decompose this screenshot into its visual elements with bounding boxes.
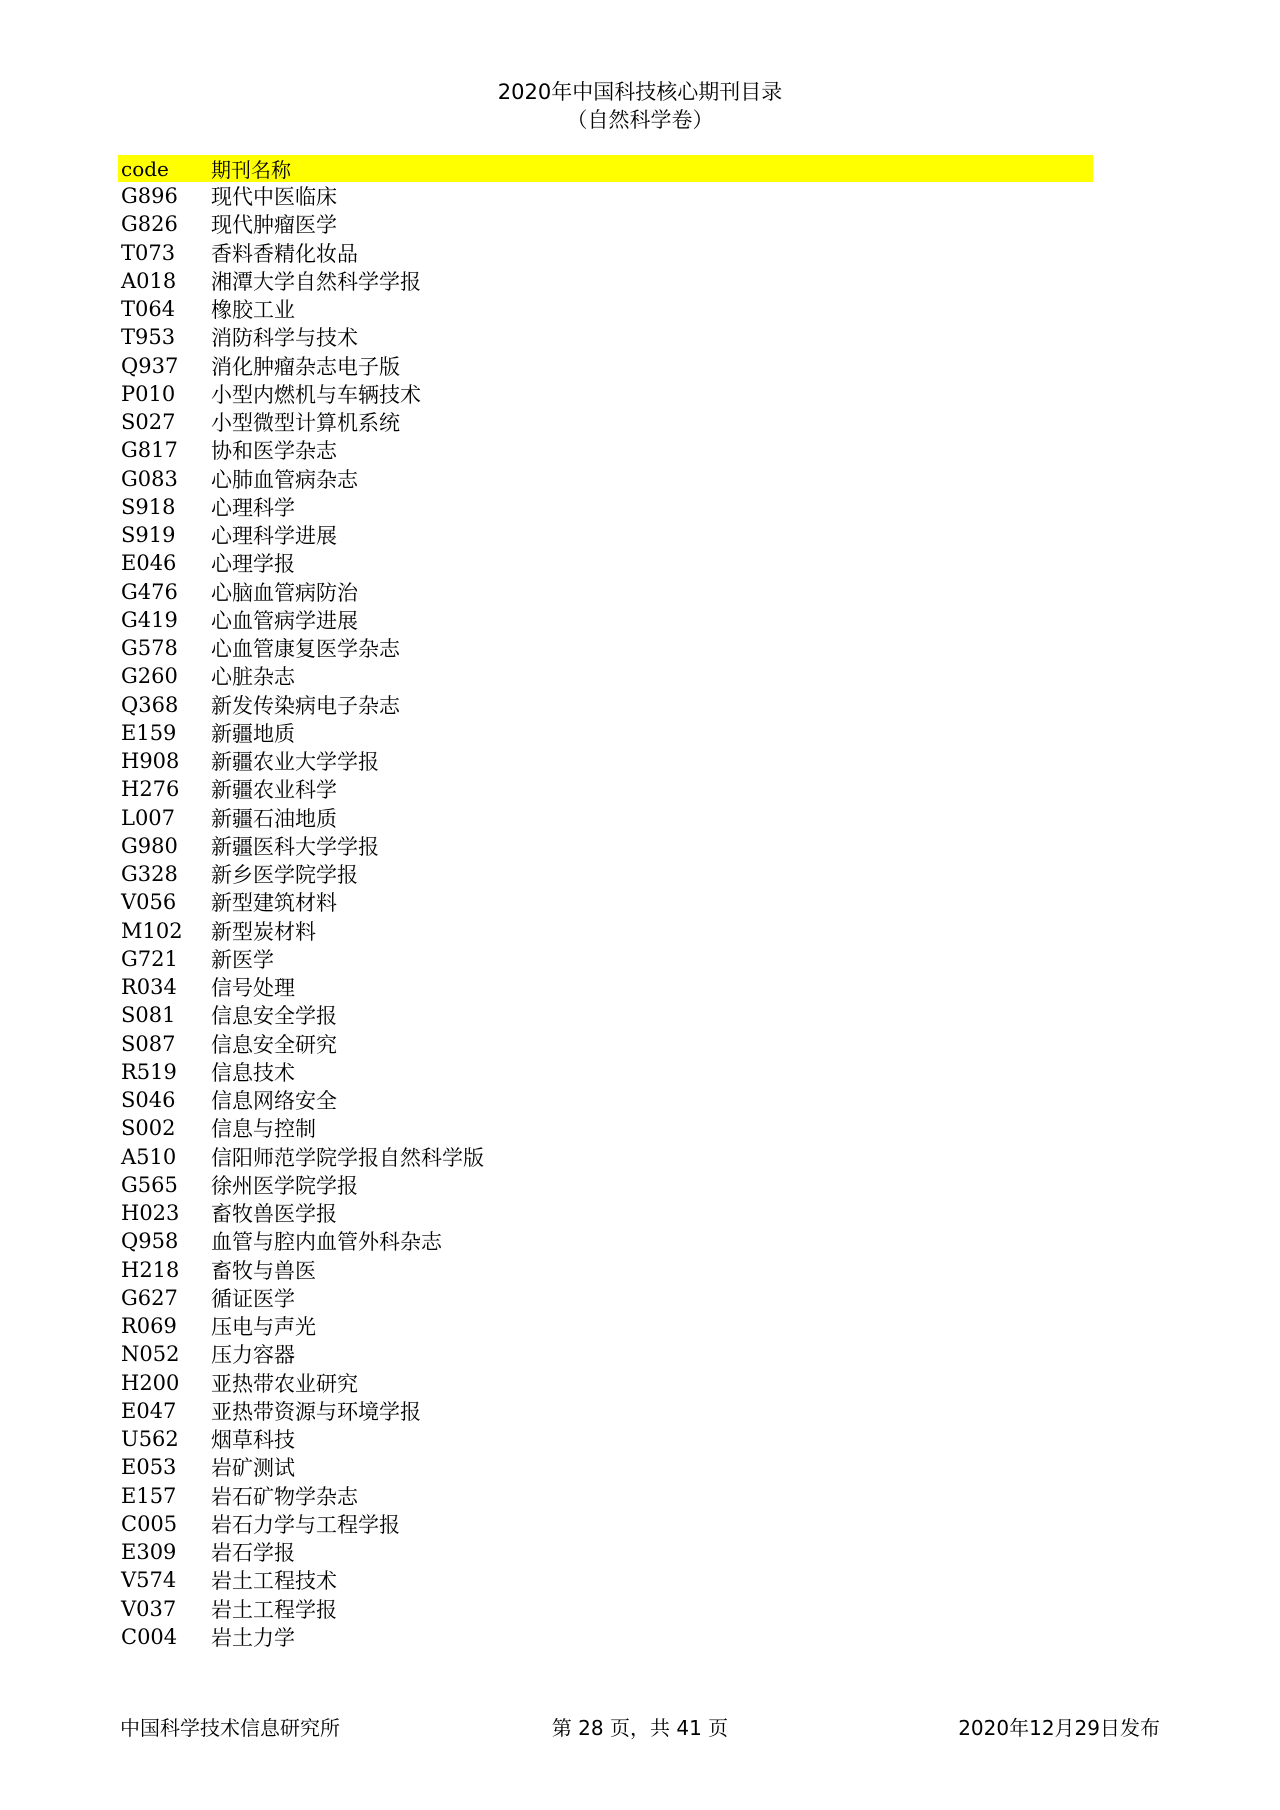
journal-code: Q958 (121, 1229, 179, 1254)
journal-code: G578 (121, 636, 178, 661)
page-title: 2020年中国科技核心期刊目录 (497, 80, 783, 104)
journal-name: 新乡医学院学报 (211, 863, 358, 888)
table-row (118, 1030, 1093, 1058)
journal-name: 徐州医学院学报 (211, 1173, 358, 1198)
journal-name: 心理科学进展 (211, 524, 337, 549)
journal-name: 信息安全研究 (211, 1032, 337, 1057)
table-row (118, 832, 1093, 860)
table-row (118, 1369, 1093, 1397)
journal-code: P010 (121, 381, 176, 406)
journal-code: A018 (121, 268, 177, 293)
journal-name: 消化肿瘤杂志电子版 (211, 354, 400, 379)
table-row (118, 465, 1093, 493)
journal-name: 橡胶工业 (211, 298, 295, 323)
table-row (118, 1171, 1093, 1199)
journal-name: 信息网络安全 (211, 1089, 337, 1114)
table-row (118, 295, 1093, 323)
journal-name: 新型建筑材料 (211, 891, 337, 916)
journal-name: 信息安全学报 (211, 1004, 337, 1029)
table-row (118, 1510, 1093, 1538)
journal-code: S046 (121, 1088, 176, 1113)
table-row (118, 662, 1093, 690)
table-row (118, 1114, 1093, 1142)
table-row (118, 1425, 1093, 1453)
journal-name: 亚热带资源与环境学报 (211, 1399, 421, 1424)
table-row (118, 210, 1093, 238)
journal-name: 小型微型计算机系统 (211, 411, 400, 436)
journal-name: 压力容器 (211, 1343, 295, 1368)
journal-code: E309 (121, 1540, 177, 1565)
table-row (118, 323, 1093, 351)
table-row (118, 1453, 1093, 1481)
journal-name: 压电与声光 (211, 1315, 316, 1340)
journal-code: G817 (121, 438, 178, 463)
page-footer (0, 1713, 1280, 1743)
journal-code: G565 (121, 1172, 178, 1197)
table-row (118, 747, 1093, 775)
journal-code: S919 (121, 523, 176, 548)
journal-code: G826 (121, 212, 178, 237)
journal-name: 心脑血管病防治 (211, 580, 358, 605)
journal-code: S087 (121, 1031, 176, 1056)
journal-name: 烟草科技 (211, 1428, 295, 1453)
table-row (118, 1340, 1093, 1368)
journal-code: V037 (121, 1596, 177, 1621)
journal-name: 循证医学 (211, 1286, 295, 1311)
journal-code: L007 (121, 805, 176, 830)
journal-code: E053 (121, 1455, 177, 1480)
table-row (118, 1199, 1093, 1227)
journal-name: 亚热带农业研究 (211, 1371, 358, 1396)
table-row (118, 521, 1093, 549)
table-row (118, 408, 1093, 436)
journal-name: 岩石力学与工程学报 (211, 1512, 400, 1537)
journal-name: 信阳师范学院学报自然科学版 (211, 1145, 484, 1170)
footer-publisher: 中国科学技术信息研究所 (120, 1716, 340, 1740)
journal-name: 新疆地质 (211, 721, 295, 746)
table-row (118, 917, 1093, 945)
journal-code: Q937 (121, 353, 179, 378)
journal-name: 信息技术 (211, 1060, 295, 1085)
journal-code: H276 (121, 777, 180, 802)
journal-code: G419 (121, 607, 178, 632)
journal-code: H023 (121, 1201, 180, 1226)
journal-code: S027 (121, 410, 176, 435)
table-row (118, 1312, 1093, 1340)
table-row (118, 888, 1093, 916)
journal-code: U562 (121, 1427, 179, 1452)
journal-code: H908 (121, 749, 180, 774)
table-row (118, 634, 1093, 662)
journal-code: H200 (121, 1370, 180, 1395)
table-row (118, 1482, 1093, 1510)
table-row (118, 239, 1093, 267)
journal-name: 信号处理 (211, 976, 295, 1001)
table-row (118, 1623, 1093, 1651)
journal-name: 心理科学 (211, 495, 295, 520)
journal-name: 新疆医科大学学报 (211, 834, 379, 859)
table-row (118, 606, 1093, 634)
table-row (118, 1595, 1093, 1623)
journal-code: V056 (121, 890, 177, 915)
journal-code: G627 (121, 1285, 178, 1310)
journal-name: 岩矿测试 (211, 1456, 295, 1481)
journal-code: T953 (121, 325, 176, 350)
journal-name: 小型内燃机与车辆技术 (211, 382, 421, 407)
journal-name: 心血管康复医学杂志 (211, 637, 400, 662)
journal-name: 协和医学杂志 (211, 439, 337, 464)
journal-code: C004 (121, 1624, 178, 1649)
table-header (118, 155, 1093, 182)
table-row (118, 973, 1093, 1001)
journal-code: E046 (121, 551, 177, 576)
table-row (118, 1143, 1093, 1171)
journal-name: 新疆农业大学学报 (211, 750, 379, 775)
journal-name: 岩土工程学报 (211, 1597, 337, 1622)
journal-code: G476 (121, 579, 178, 604)
journal-name: 信息与控制 (211, 1117, 316, 1142)
journal-name: 岩土工程技术 (211, 1569, 337, 1594)
journal-code: R069 (121, 1314, 177, 1339)
table-row (118, 1001, 1093, 1029)
table-row (118, 549, 1093, 577)
table-row (118, 578, 1093, 606)
table-row (118, 1284, 1093, 1312)
journal-code: E047 (121, 1398, 177, 1423)
journal-code: N052 (121, 1342, 180, 1367)
header-journal-name: 期刊名称 (211, 158, 291, 182)
journal-table (118, 155, 1093, 1651)
table-row (118, 182, 1093, 210)
journal-code: V574 (121, 1568, 177, 1593)
journal-name: 岩石学报 (211, 1541, 295, 1566)
table-row (118, 719, 1093, 747)
journal-name: 新发传染病电子杂志 (211, 693, 400, 718)
page-subtitle: （自然科学卷） (566, 108, 714, 132)
journal-name: 畜牧兽医学报 (211, 1202, 337, 1227)
journal-code: A510 (121, 1144, 177, 1169)
journal-name: 心肺血管病杂志 (211, 467, 358, 492)
journal-code: S918 (121, 494, 176, 519)
journal-code: H218 (121, 1257, 180, 1282)
table-row (118, 1566, 1093, 1594)
table-row (118, 380, 1093, 408)
journal-name: 岩石矿物学杂志 (211, 1484, 358, 1509)
footer-date: 2020年12月29日发布 (958, 1716, 1160, 1740)
table-row (118, 1058, 1093, 1086)
journal-code: E159 (121, 720, 177, 745)
table-row (118, 267, 1093, 295)
journal-name: 新疆石油地质 (211, 806, 337, 831)
journal-name: 新医学 (211, 947, 274, 972)
journal-code: R034 (121, 975, 177, 1000)
table-body (118, 182, 1093, 1651)
table-row (118, 775, 1093, 803)
journal-name: 新型炭材料 (211, 919, 316, 944)
footer-page-info: 第 28 页，共 41 页 (551, 1716, 729, 1740)
journal-code: G260 (121, 664, 178, 689)
journal-code: T064 (121, 297, 176, 322)
table-row (118, 1256, 1093, 1284)
journal-name: 心理学报 (211, 552, 295, 577)
journal-name: 心脏杂志 (211, 665, 295, 690)
journal-code: G721 (121, 946, 178, 971)
journal-name: 香料香精化妆品 (211, 241, 358, 266)
table-row (118, 1538, 1093, 1566)
journal-code: R519 (121, 1059, 177, 1084)
journal-code: E157 (121, 1483, 177, 1508)
journal-name: 心血管病学进展 (211, 608, 358, 633)
journal-code: T073 (121, 240, 176, 265)
table-row (118, 804, 1093, 832)
journal-code: G980 (121, 833, 178, 858)
journal-name: 岩土力学 (211, 1625, 295, 1650)
journal-code: S002 (121, 1116, 176, 1141)
journal-code: G896 (121, 184, 178, 209)
journal-code: S081 (121, 1003, 176, 1028)
table-row (118, 1086, 1093, 1114)
journal-name: 血管与腔内血管外科杂志 (211, 1230, 442, 1255)
journal-name: 现代中医临床 (211, 185, 337, 210)
table-row (118, 1227, 1093, 1255)
table-row (118, 1397, 1093, 1425)
table-row (118, 860, 1093, 888)
table-row (118, 691, 1093, 719)
journal-name: 现代肿瘤医学 (211, 213, 337, 238)
journal-name: 消防科学与技术 (211, 326, 358, 351)
table-row (118, 493, 1093, 521)
journal-name: 湘潭大学自然科学学报 (211, 269, 421, 294)
journal-name: 畜牧与兽医 (211, 1258, 316, 1283)
journal-code: G328 (121, 862, 178, 887)
table-row (118, 945, 1093, 973)
journal-code: M102 (121, 918, 183, 943)
journal-code: G083 (121, 466, 178, 491)
table-row (118, 352, 1093, 380)
header-code: code (121, 156, 169, 181)
journal-code: C005 (121, 1511, 178, 1536)
table-row (118, 436, 1093, 464)
journal-name: 新疆农业科学 (211, 778, 337, 803)
journal-code: Q368 (121, 692, 179, 717)
